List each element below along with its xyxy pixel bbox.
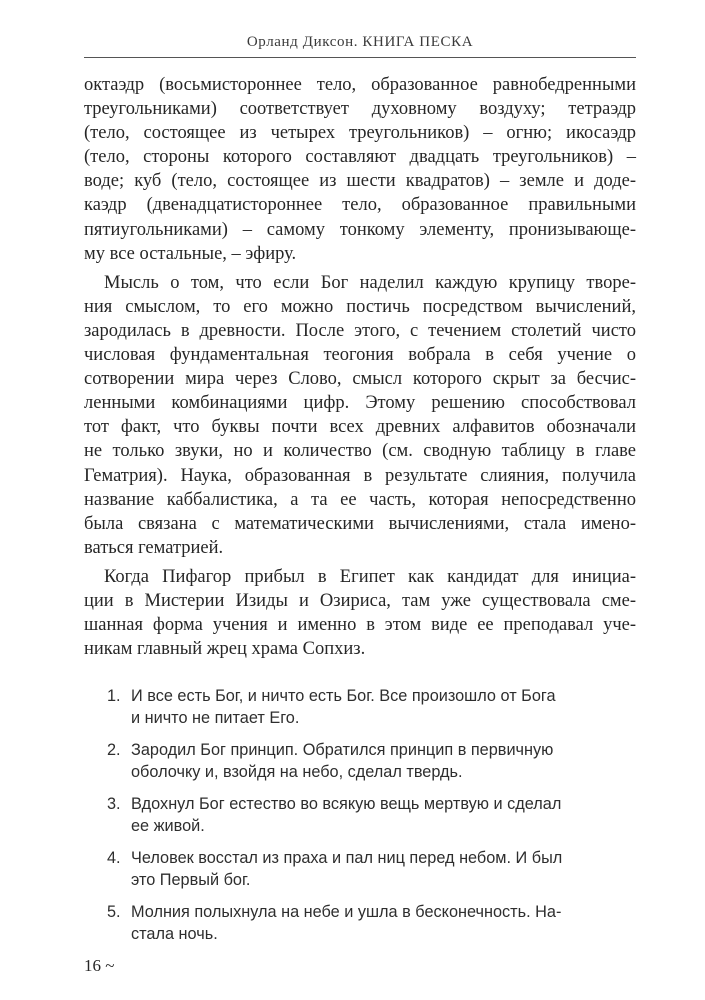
list-item-line: Зародил Бог принцип. Обратился принцип в первичную [131, 741, 554, 759]
text-line: тот факт, что буквы почти всех древних алфавитов обозначали [84, 417, 636, 438]
text-line: му все остальные, – эфиру. [84, 243, 297, 264]
list-item-line: это Первый бог. [131, 871, 251, 889]
text-line: зародилась в древности. После этого, с течением столетий чисто [84, 320, 636, 341]
paragraph [84, 73, 636, 266]
text-line: Мысль о том, что если Бог наделил каждую крупицу творе- [104, 272, 636, 293]
text-line: пятиугольниками) – самому тонкому элементу, пронизывающе- [84, 219, 636, 240]
text-line: треугольниками) соответствует духовному воздуху; тетраэдр [84, 99, 636, 120]
text-line: не только звуки, но и количество (см. сводную таблицу в главе [84, 441, 636, 462]
list-item-number: 5. [107, 903, 121, 921]
list-item-line: Молния полыхнула на небе и ушла в бесконечность. На- [131, 903, 562, 921]
list-item-line: и ничто не питает Его. [131, 709, 300, 727]
text-line: числовая фундаментальная теогония вобрала в себя учение о [84, 345, 636, 366]
text-line: Когда Пифагор прибыл в Египет как кандидат для инициа- [104, 566, 636, 587]
text-line: ленными комбинациями цифр. Этому решению способствовал [84, 393, 636, 414]
text-line: ции в Мистерии Изиды и Озириса, там уже существовала сме- [84, 590, 636, 611]
list-item [100, 739, 620, 783]
text-line: название каббалистика, а та ее часть, которая непосредственно [84, 489, 636, 510]
text-line: шанная форма учения и именно в этом виде ее преподавал уче- [84, 615, 636, 636]
list-item-number: 2. [107, 741, 121, 759]
running-header: Орланд Диксон. КНИГА ПЕСКА [246, 34, 474, 50]
text-line: Гематрия). Наука, образованная в результате слияния, получила [84, 465, 636, 486]
list-item-line: ее живой. [131, 817, 205, 835]
text-line: никам главный жрец храма Сопхиз. [84, 639, 366, 660]
text-line: октаэдр (восьмистороннее тело, образованное равнобедренными [84, 75, 636, 95]
text-line: каэдр (двенадцатистороннее тело, образованное правильными [84, 195, 636, 216]
text-line: сотворении мира через Слово, смысл которого скрыт за бесчис- [84, 369, 636, 390]
list-item-line: Вдохнул Бог естество во всякую вещь мертвую и сделал [131, 795, 562, 813]
text-line: (тело, состоящее из четырех треугольников) – огню; икосаэдр [84, 123, 636, 144]
text-line: воде; куб (тело, состоящее из шести квадратов) – земле и доде- [84, 171, 636, 192]
list-item [100, 685, 620, 729]
list-item-line: стала ночь. [131, 925, 218, 943]
list-item-line: Человек восстал из праха и пал ниц перед небом. И был [131, 849, 563, 867]
text-line: была связана с математическими вычислениями, стала имено- [84, 513, 636, 534]
page-number: 16 ~ [84, 956, 115, 975]
header-divider [84, 57, 636, 58]
list-item-line: И все есть Бог, и ничто есть Бог. Все произошло от Бога [131, 687, 556, 705]
numbered-list [100, 685, 620, 955]
list-item-line: оболочку и, взойдя на небо, сделал твердь. [131, 763, 463, 781]
text-line: (тело, стороны которого составляют двадцать треугольников) – [84, 147, 636, 168]
list-item [100, 793, 620, 837]
list-item [100, 901, 620, 945]
list-item [100, 847, 620, 891]
text-line: ваться гематрией. [84, 537, 224, 558]
text-line: ния смыслом, то его можно постичь посредством вычислений, [84, 296, 636, 317]
list-item-number: 3. [107, 795, 121, 813]
paragraph [84, 271, 636, 560]
list-item-number: 4. [107, 849, 121, 867]
paragraph [84, 565, 636, 661]
body-text [84, 73, 636, 666]
list-item-number: 1. [107, 687, 121, 705]
